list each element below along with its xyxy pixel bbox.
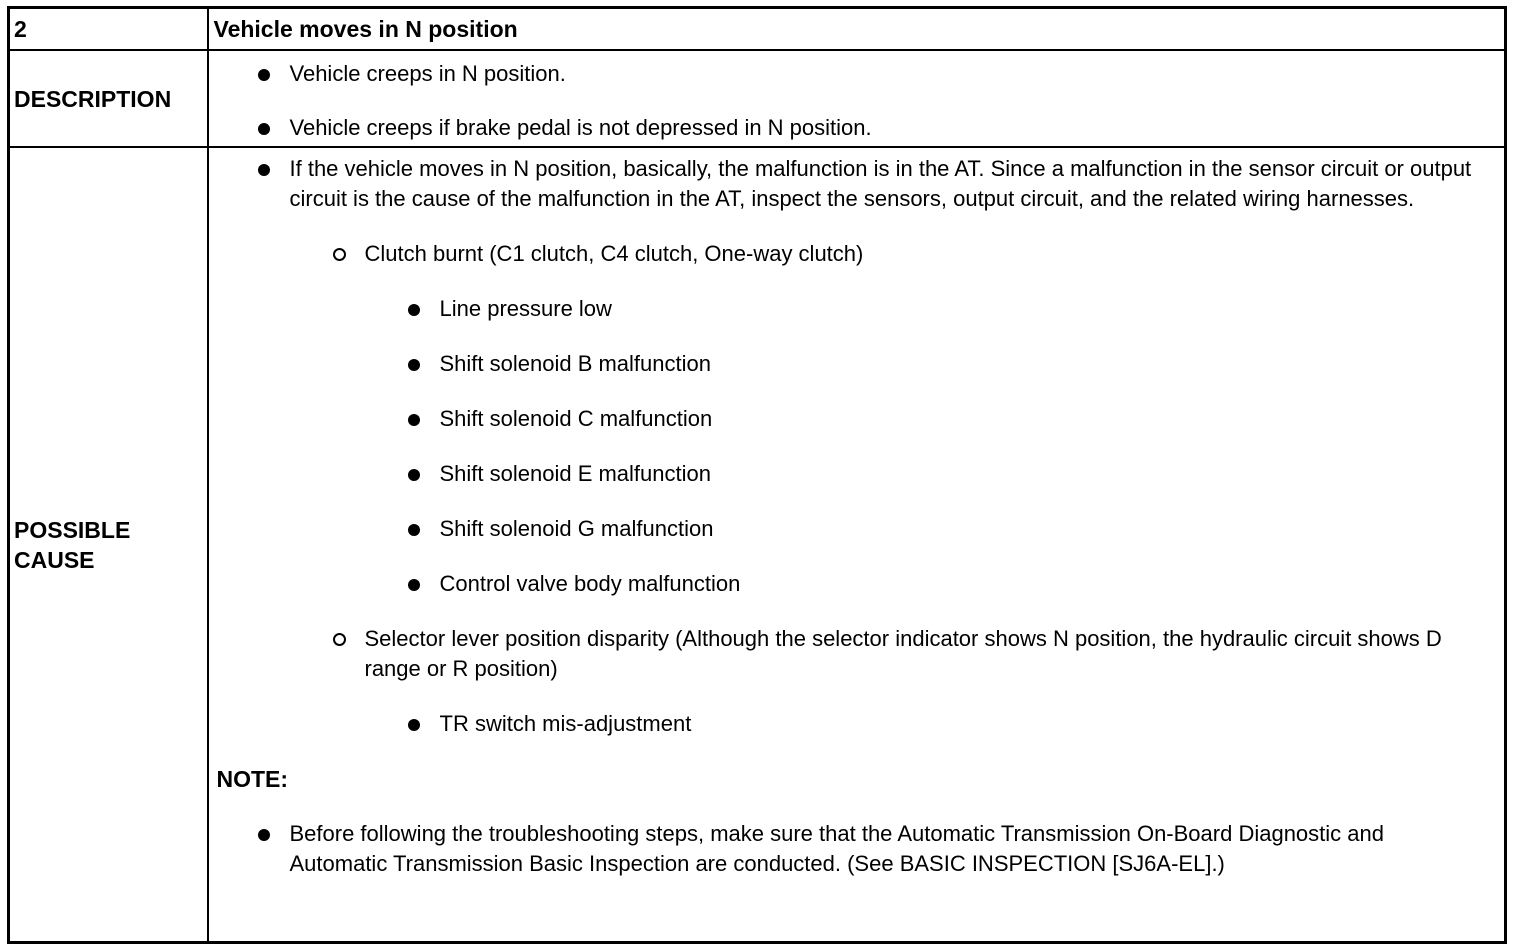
step-number: 2 [9, 8, 208, 51]
list-item: Control valve body malfunction [215, 569, 1485, 599]
list-item: Vehicle creeps if brake pedal is not depressed in N position. [215, 113, 1485, 143]
possible-cause-content [208, 147, 1506, 943]
note-item: Before following the troubleshooting steps, make sure that the Automatic Transmission On-Board Diagnostic and Automatic Transmission Basic Inspection are conducted. (See BASIC INSPECTION [SJ6A-EL].) [215, 819, 1485, 879]
description-content [208, 50, 1506, 147]
list-item: Vehicle creeps in N position. [215, 59, 1485, 89]
circle-bullet-icon [333, 633, 346, 646]
list-item: Shift solenoid E malfunction [215, 459, 1485, 489]
bullet-icon [408, 579, 420, 591]
list-item: Shift solenoid C malfunction [215, 404, 1485, 434]
bullet-icon [408, 524, 420, 536]
note-label: NOTE: [216, 766, 289, 792]
list-item: Line pressure low [215, 294, 1485, 324]
bullet-icon [408, 359, 420, 371]
bullet-icon [258, 69, 270, 81]
bullet-icon [408, 469, 420, 481]
symptom-title: Vehicle moves in N position [208, 8, 1506, 51]
list-item: TR switch mis-adjustment [215, 709, 1485, 739]
sub-group-title: Clutch burnt (C1 clutch, C4 clutch, One-way clutch) [215, 239, 1485, 269]
possible-cause-row [9, 147, 1506, 943]
bullet-icon [258, 829, 270, 841]
list-item: Shift solenoid G malfunction [215, 514, 1485, 544]
header-row [9, 8, 1506, 51]
description-row [9, 50, 1506, 147]
bullet-icon [258, 123, 270, 135]
bullet-icon [408, 719, 420, 731]
bullet-icon [258, 164, 270, 176]
circle-bullet-icon [333, 248, 346, 261]
list-item: If the vehicle moves in N position, basically, the malfunction is in the AT. Since a malfunction in the sensor circuit or output circuit is the cause of the malfunction in the AT, inspect the sensors, output circuit, and the related wiring harnesses. [215, 154, 1485, 214]
bullet-icon [408, 414, 420, 426]
possible-cause-label: POSSIBLE CAUSE [9, 147, 208, 943]
description-label: DESCRIPTION [9, 50, 208, 147]
sub-group-title: Selector lever position disparity (Although the selector indicator shows N position, the hydraulic circuit shows D range or R position) [215, 624, 1485, 684]
troubleshooting-table [7, 6, 1507, 944]
list-item: Shift solenoid B malfunction [215, 349, 1485, 379]
bullet-icon [408, 304, 420, 316]
